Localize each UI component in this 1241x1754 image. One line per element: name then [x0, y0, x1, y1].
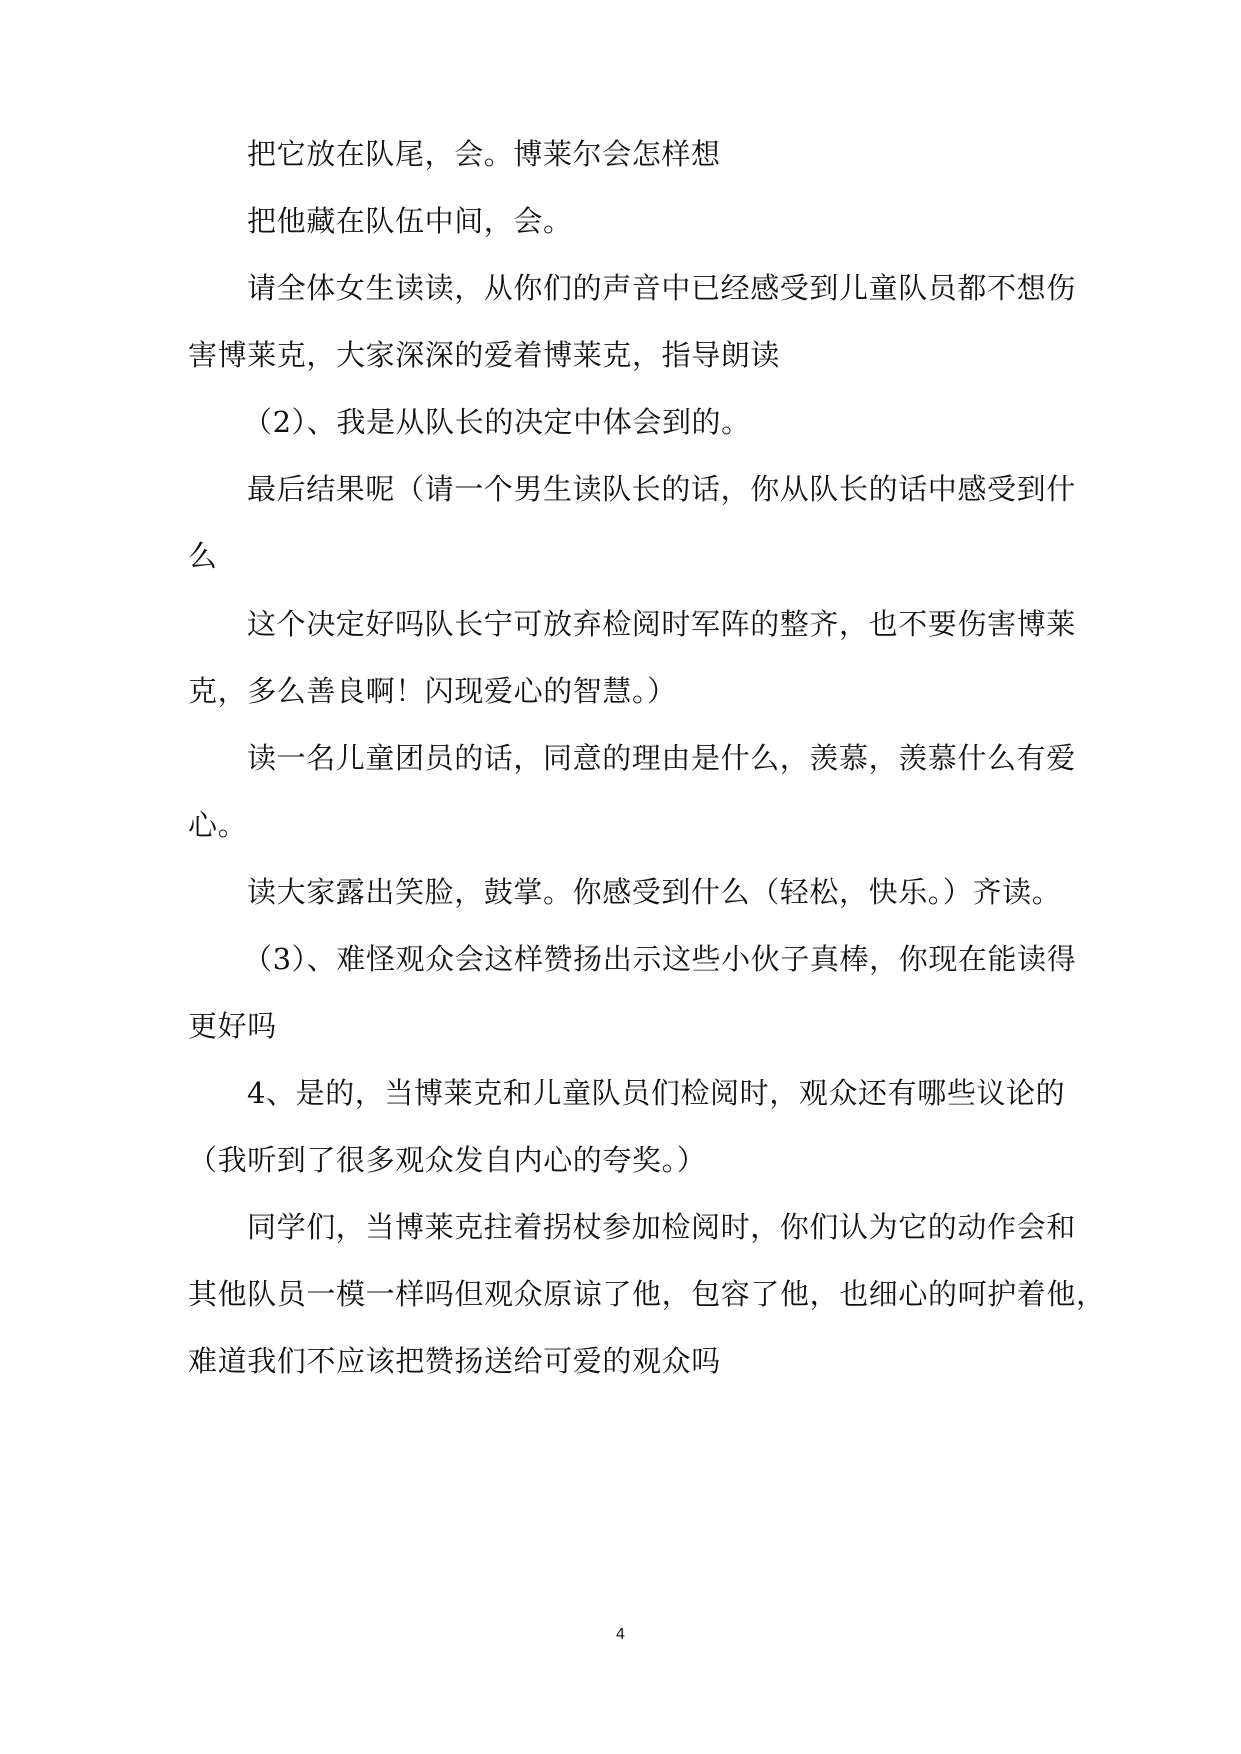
- paragraph-line: 请全体女生读读，从你们的声音中已经感受到儿童队员都不想伤: [247, 271, 1076, 305]
- paragraph-line: 心。: [188, 808, 248, 842]
- paragraph-line: 最后结果呢（请一个男生读队长的话，你从队长的话中感受到什: [247, 472, 1076, 506]
- paragraph-line: 把他藏在队伍中间，会。: [247, 204, 573, 238]
- paragraph-line: （我听到了很多观众发自内心的夸奖。）: [188, 1143, 707, 1177]
- paragraph-line: （2）、我是从队长的决定中体会到的。: [243, 405, 751, 439]
- paragraph-line: 读大家露出笑脸，鼓掌。你感受到什么（轻松，快乐。）齐读。: [247, 875, 1062, 909]
- paragraph-line: （3）、难怪观众会这样赞扬出示这些小伙子真棒，你现在能读得: [243, 942, 1077, 976]
- paragraph-line: 害博莱克，大家深深的爱着博莱克，指导朗读: [188, 338, 781, 372]
- paragraph-line: 难道我们不应该把赞扬送给可爱的观众吗: [188, 1344, 721, 1378]
- paragraph-line: 4、是的，当博莱克和儿童队员们检阅时，观众还有哪些议论的: [247, 1076, 1066, 1110]
- paragraph-line: 同学们，当博莱克拄着拐杖参加检阅时，你们认为它的动作会和: [247, 1210, 1076, 1244]
- paragraph-line: 这个决定好吗队长宁可放弃检阅时军阵的整齐，也不要伤害博莱: [247, 607, 1076, 641]
- paragraph-line: 么: [188, 539, 218, 573]
- paragraph-line: 克，多么善良啊！闪现爱心的智慧。）: [188, 674, 677, 708]
- page-number: 4: [615, 1625, 626, 1643]
- paragraph-line: 其他队员一模一样吗但观众原谅了他，包容了他，也细心的呵护着他，: [188, 1277, 1106, 1311]
- paragraph-line: 更好吗: [188, 1009, 277, 1043]
- paragraph-line: 读一名儿童团员的话，同意的理由是什么，羡慕，羡慕什么有爱: [247, 741, 1076, 775]
- paragraph-line: 把它放在队尾，会。博莱尔会怎样想: [247, 137, 721, 171]
